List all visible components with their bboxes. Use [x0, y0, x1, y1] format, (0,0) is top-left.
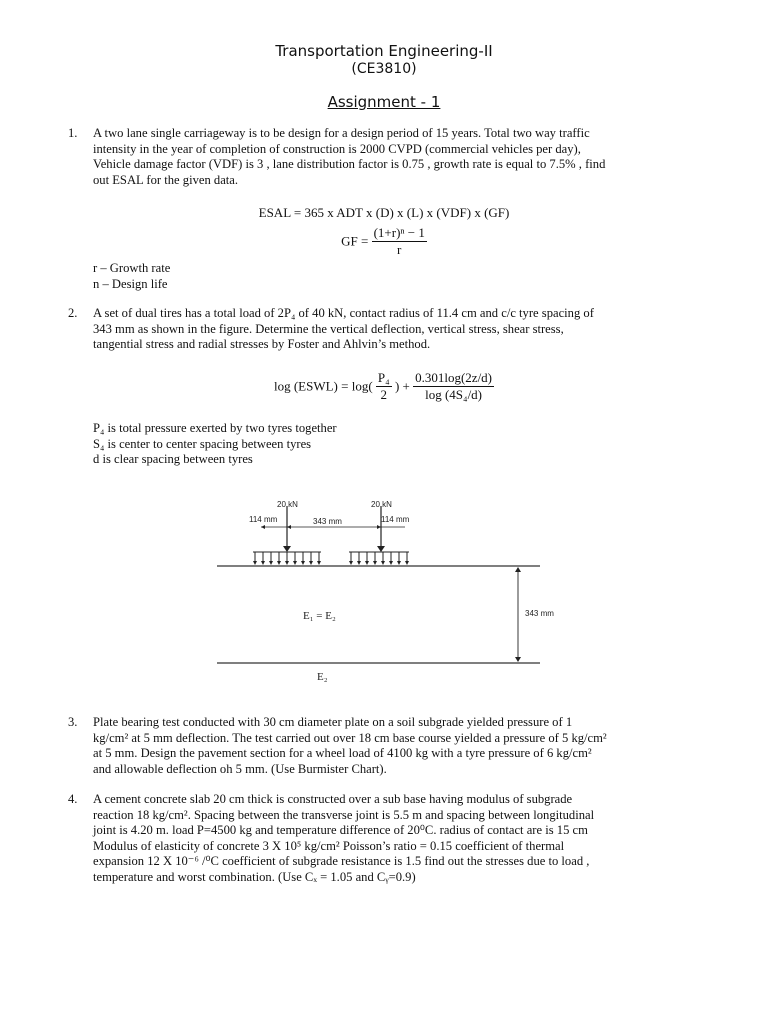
- course-code: (CE3810): [351, 61, 417, 77]
- dim-arrowhead: [287, 525, 291, 529]
- question-text: [93, 792, 674, 886]
- right-pressure-arrows: [349, 552, 409, 565]
- definition-n: n – Design life: [93, 276, 168, 291]
- question-4: [68, 792, 674, 886]
- right-load-label: 20 kN: [371, 500, 392, 509]
- text-line: at 5 mm. Design the pavement section for a wheel load of 4100 kg with a tyre pressure of 6 kg/cm²: [93, 746, 592, 761]
- text-line: A cement concrete slab 20 cm thick is constructed over a sub base having modulus of subgrade: [93, 792, 573, 806]
- eswl-f1-denominator: 2: [380, 387, 388, 402]
- eswl-fraction-2: [413, 370, 494, 403]
- question-text: [93, 126, 674, 188]
- gf-numerator: (1+r)ⁿ − 1: [373, 225, 425, 240]
- definition-r: r – Growth rate: [93, 261, 171, 275]
- text-line: Plate bearing test conducted with 30 cm diameter plate on a soil subgrade yielded pressure of 1: [93, 715, 573, 729]
- left-pressure-arrows: [253, 552, 321, 565]
- gf-lhs: GF =: [341, 233, 369, 249]
- eswl-fraction-1: [376, 370, 392, 403]
- text-line: kg/cm² at 5 mm deflection. The test carried out over 18 cm base course yielded a pressure of 5 kg/cm²: [93, 730, 607, 745]
- depth-arrowhead-top: [515, 567, 521, 572]
- text-line: expansion 12 X 10⁻⁶ /⁰C coefficient of subgrade resistance is 1.5 find out the stresses due to load ,: [93, 854, 590, 869]
- dual-tyre-diagram: [205, 488, 575, 688]
- text-line: A two lane single carriageway is to be design for a design period of 15 years. Total two way traffic: [93, 126, 590, 140]
- text-line: tangential stress and radial stresses by Foster and Ahlvin’s method.: [93, 337, 431, 352]
- text-line: Modulus of elasticity of concrete 3 X 10⁵ kg/cm² Poisson’s ratio = 0.15 coefficient of thermal: [93, 838, 565, 853]
- text-line: joint is 4.20 m. load P=4500 kg and temperature difference of 20⁰C. radius of contact are is 15 cm: [93, 823, 588, 838]
- text-line: and allowable deflection oh 5 mm. (Use Burmister Chart).: [93, 761, 387, 776]
- right-width-label: 114 mm: [381, 515, 410, 524]
- assignment-heading: Assignment - 1: [327, 93, 441, 111]
- eswl-f2-numerator: 0.301log(2z/d): [415, 370, 493, 385]
- gf-equation: [0, 225, 768, 258]
- left-width-label: 114 mm: [249, 515, 278, 524]
- q1-definitions: [93, 261, 170, 292]
- eswl-equation: [0, 370, 768, 403]
- q2-definitions: [93, 421, 337, 468]
- question-number: 1.: [68, 126, 78, 140]
- eswl-f1-numerator: P₄: [377, 370, 390, 385]
- text-line: 343 mm as shown in the figure. Determine the vertical deflection, vertical stress, shear stress,: [93, 321, 564, 336]
- question-1: [68, 126, 674, 188]
- esal-equation: ESAL = 365 x ADT x (D) x (L) x (VDF) x (GF): [258, 205, 510, 220]
- question-number: 3.: [68, 715, 78, 729]
- eswl-f2-denominator: log (4S₄/d): [425, 387, 483, 402]
- depth-label: 343 mm: [525, 609, 554, 618]
- text-line: A set of dual tires has a total load of 2P₄ of 40 kN, contact radius of 11.4 cm and c/c tyre spacing of: [93, 306, 594, 320]
- question-number: 4.: [68, 792, 78, 806]
- question-3: [68, 715, 674, 777]
- right-load-arrowhead: [377, 546, 385, 552]
- left-load-arrowhead: [283, 546, 291, 552]
- question-text: [93, 306, 674, 353]
- subgrade-modulus-label: E₂: [317, 671, 328, 683]
- definition-s: S₄ is center to center spacing between tyres: [93, 436, 312, 451]
- text-line: intensity in the year of completion of construction is 2000 CVPD (commercial vehicles per day),: [93, 141, 581, 156]
- text-line: reaction 18 kg/cm². Spacing between the transverse joint is 5.5 m and spacing between longitudinal: [93, 807, 595, 822]
- question-number: 2.: [68, 306, 78, 320]
- question-text: [93, 715, 674, 777]
- spacing-label: 343 mm: [313, 517, 342, 526]
- left-load-label: 20 kN: [277, 500, 298, 509]
- definition-p: P₄ is total pressure exerted by two tyres together: [93, 421, 337, 435]
- eswl-lhs: log (ESWL) = log(: [273, 378, 373, 394]
- text-line: temperature and worst combination. (Use Cₓ = 1.05 and Cᵧ=0.9): [93, 869, 416, 884]
- dim-arrowhead: [261, 525, 265, 529]
- text-line: Vehicle damage factor (VDF) is 3 , lane distribution factor is 0.75 , growth rate is equal to 7.5% , find: [93, 157, 606, 172]
- question-2: [68, 306, 674, 353]
- depth-arrowhead-bottom: [515, 657, 521, 662]
- definition-d: d is clear spacing between tyres: [93, 452, 253, 467]
- course-title: Transportation Engineering-II: [275, 42, 493, 60]
- gf-denominator: r: [397, 242, 402, 257]
- layer-modulus-label: E₁ = E₂: [303, 610, 336, 622]
- text-line: out ESAL for the given data.: [93, 172, 239, 187]
- gf-fraction: [372, 225, 427, 258]
- dual-tyre-figure: [205, 488, 575, 688]
- eswl-mid: ) +: [394, 378, 410, 394]
